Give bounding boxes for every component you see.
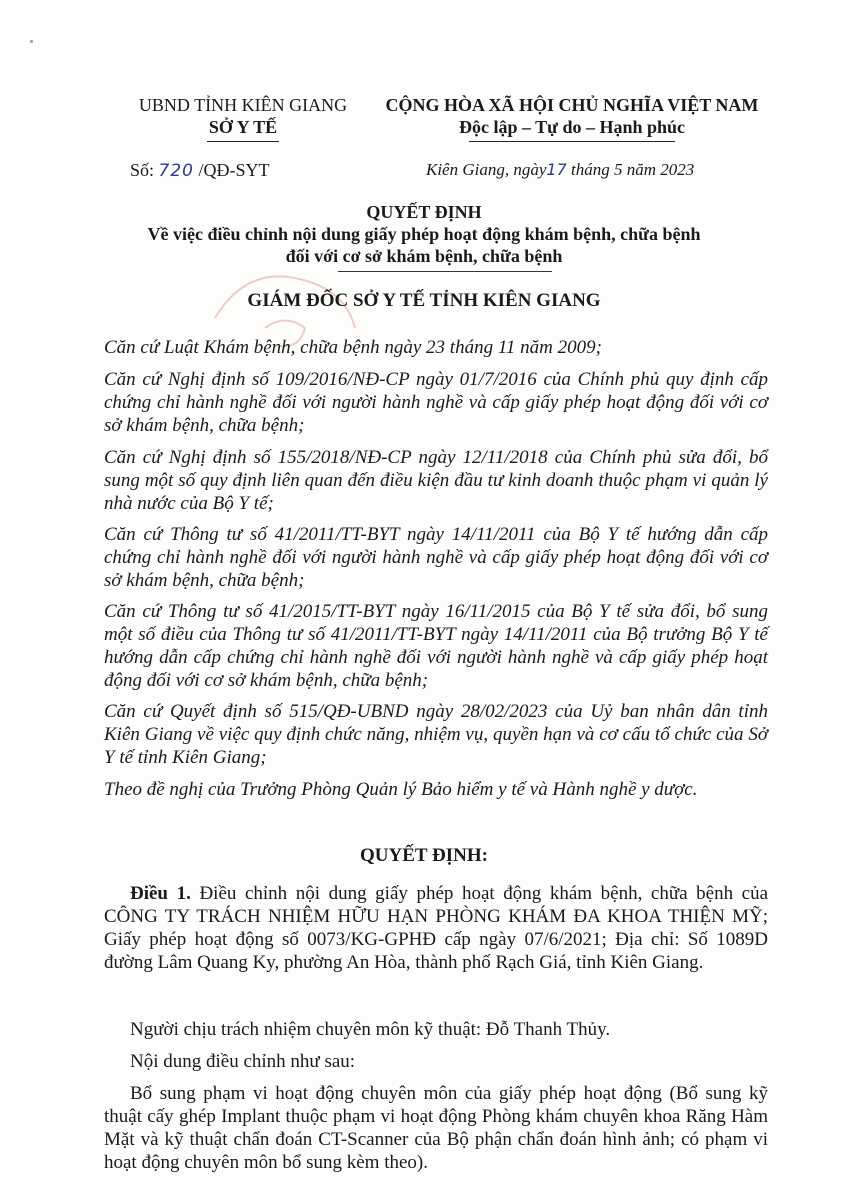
basis-item: Căn cứ Quyết định số 515/QĐ-UBND ngày 28/02/2023 của Uỷ ban nhân dân tỉnh Kiên Giang về việc quy định chức năng, nhiệm vụ, quyền hạn và cơ cấu tổ chức của Sở Y tế tỉnh Kiên Giang; — [104, 701, 768, 768]
decision-heading: QUYẾT ĐỊNH: — [360, 845, 488, 866]
title-subject-line1: Về việc điều chỉnh nội dung giấy phép hoạt động khám bệnh, chữa bệnh — [147, 224, 701, 244]
date-prefix: Kiên Giang, ngày — [426, 160, 547, 179]
title-authority: GIÁM ĐỐC SỞ Y TẾ TỈNH KIÊN GIANG — [247, 290, 601, 311]
title-rule — [338, 271, 552, 272]
adjust-detail: Bổ sung phạm vi hoạt động chuyên môn của giấy phép hoạt động (Bổ sung kỹ thuật cấy ghép Implant thuộc phạm vi hoạt động Phòng khám chuyên khoa Răng Hàm Mặt và kỹ thuật chẩn đoán CT-Scanner của Bộ phận chẩn đoán hình ảnh; có phạm vi hoạt động chuyên môn bổ sung kèm theo). — [104, 1083, 768, 1173]
title-subject-line2: đối với cơ sở khám bệnh, chữa bệnh — [285, 246, 563, 266]
adjust-intro: Nội dung điều chỉnh như sau: — [130, 1051, 356, 1072]
basis-item: Căn cứ Nghị định số 109/2016/NĐ-CP ngày 01/7/2016 của Chính phủ quy định cấp chứng chỉ hành nghề đối với người hành nghề và cấp giấy phép hoạt động đối với cơ sở khám bệnh, chữa bệnh; — [104, 369, 768, 436]
basis-item: Căn cứ Luật Khám bệnh, chữa bệnh ngày 23 tháng 11 năm 2009; — [104, 337, 602, 358]
responsible-person: Người chịu trách nhiệm chuyên môn kỹ thuật: Đỗ Thanh Thủy. — [130, 1019, 611, 1040]
date-suffix: tháng 5 năm 2023 — [571, 160, 695, 179]
agency-header — [118, 94, 368, 142]
article-1 — [104, 882, 768, 974]
document-number — [130, 160, 270, 181]
article-1-text: Điều chỉnh nội dung giấy phép hoạt động khám bệnh, chữa bệnh của CÔNG TY TRÁCH NHIỆM HỮU HẠN PHÒNG KHÁM ĐA KHOA THIỆN MỸ; Giấy phép hoạt động số 0073/KG-GPHĐ cấp ngày 07/6/2021; Địa chỉ: Số 1089D đường Lâm Quang Ky, phường An Hòa, thành phố Rạch Giá, tỉnh Kiên Giang. — [104, 883, 769, 973]
nation-line1: CỘNG HÒA XÃ HỘI CHỦ NGHĨA VIỆT NAM — [385, 95, 759, 115]
basis-item: Căn cứ Thông tư số 41/2015/TT-BYT ngày 16/11/2015 của Bộ Y tế sửa đổi, bổ sung một số điều của Thông tư số 41/2011/TT-BYT ngày 14/11/2011 của Bộ trưởng Bộ Y tế hướng dẫn cấp chứng chỉ hành nghề đối với người hành nghề và cấp giấy phép hoạt động đối với cơ sở khám bệnh, chữa bệnh; — [104, 601, 768, 691]
basis-item: Theo đề nghị của Trưởng Phòng Quản lý Bảo hiểm y tế và Hành nghề y dược. — [104, 779, 698, 800]
basis-item: Căn cứ Thông tư số 41/2011/TT-BYT ngày 14/11/2011 của Bộ Y tế hướng dẫn cấp chứng chỉ hành nghề đối với người hành nghề và cấp giấy phép hoạt động đối với cơ sở khám bệnh, chữa bệnh; — [104, 524, 768, 591]
document-date — [426, 160, 694, 180]
article-1-label: Điều 1. — [130, 883, 191, 904]
nation-header — [372, 94, 772, 142]
scan-speck — [30, 40, 33, 43]
number-suffix: /QĐ-SYT — [198, 160, 270, 180]
number-handwritten: 720 — [158, 161, 194, 181]
date-day-handwritten: 17 — [546, 160, 567, 179]
agency-line2: SỞ Y TẾ — [208, 117, 278, 137]
agency-rule — [207, 141, 279, 142]
agency-line1: UBND TỈNH KIÊN GIANG — [138, 95, 348, 115]
number-prefix: Số: — [130, 160, 155, 180]
title-decision: QUYẾT ĐỊNH — [366, 202, 482, 222]
basis-item: Căn cứ Nghị định số 155/2018/NĐ-CP ngày 12/11/2018 của Chính phủ sửa đổi, bổ sung một số quy định liên quan đến điều kiện đầu tư kinh doanh thuộc phạm vi quản lý nhà nước của Bộ Y tế; — [104, 447, 768, 514]
nation-line2: Độc lập – Tự do – Hạnh phúc — [458, 117, 686, 137]
nation-rule — [469, 141, 675, 142]
